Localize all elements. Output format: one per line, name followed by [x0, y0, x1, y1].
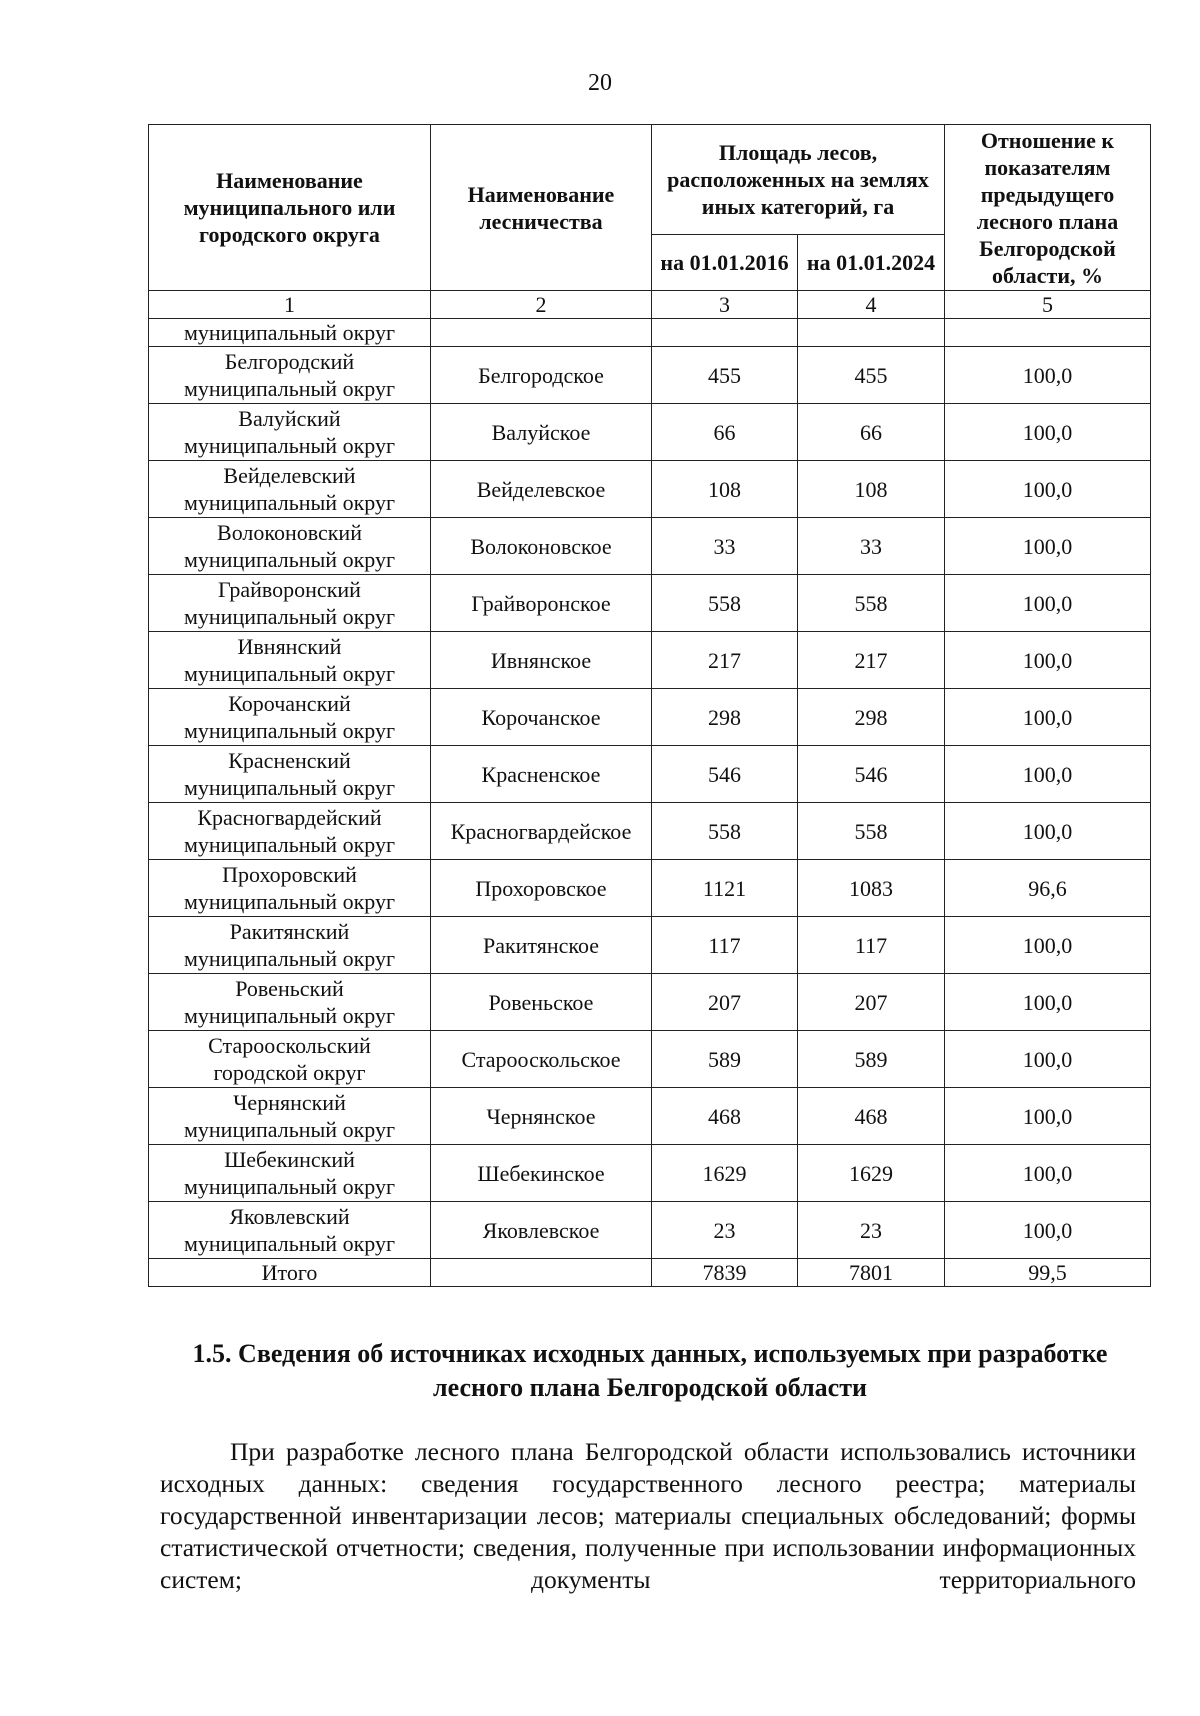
table-row: [149, 974, 1151, 1031]
total-row: [149, 1259, 1151, 1287]
forestry-cell: Ровеньское: [431, 974, 652, 1031]
district-suffix: муниципальный округ: [183, 1117, 395, 1142]
area-2016-cell: 207: [652, 974, 798, 1031]
area-2024-cell: 117: [798, 917, 945, 974]
forestry-cell: Грайворонское: [431, 575, 652, 632]
area-2024-cell: 468: [798, 1088, 945, 1145]
forestry-cell: Корочанское: [431, 689, 652, 746]
column-number: 1: [149, 291, 431, 319]
district-cell: [149, 1088, 431, 1145]
district-cell: [149, 347, 431, 404]
district-cell: [149, 518, 431, 575]
district-name: Валуйский: [238, 406, 341, 431]
district-suffix: муниципальный округ: [183, 832, 395, 857]
table-row: [149, 746, 1151, 803]
area-2016-cell: 468: [652, 1088, 798, 1145]
forestry-cell: Ивнянское: [431, 632, 652, 689]
district-suffix: муниципальный округ: [183, 1174, 395, 1199]
area-2024-cell: 558: [798, 803, 945, 860]
table-row: [149, 803, 1151, 860]
forestry-cell: Белгородское: [431, 347, 652, 404]
total-2016: 7839: [652, 1259, 798, 1287]
ratio-cell: 100,0: [945, 404, 1151, 461]
area-2024-cell: 108: [798, 461, 945, 518]
forestry-cell: Вейделевское: [431, 461, 652, 518]
ratio-cell: 100,0: [945, 746, 1151, 803]
area-2024-cell: 589: [798, 1031, 945, 1088]
ratio-cell: 96,6: [945, 860, 1151, 917]
district-suffix: муниципальный округ: [183, 433, 395, 458]
district-name: Яковлевский: [229, 1204, 350, 1229]
table-row: [149, 1088, 1151, 1145]
area-2016-cell: 33: [652, 518, 798, 575]
district-name: Ракитянский: [229, 919, 350, 944]
area-2016-cell: 589: [652, 1031, 798, 1088]
district-suffix: муниципальный округ: [183, 1003, 395, 1028]
total-ratio: 99,5: [945, 1259, 1151, 1287]
area-2024-cell: 23: [798, 1202, 945, 1259]
forestry-cell: Волоконовское: [431, 518, 652, 575]
ratio-cell: 100,0: [945, 974, 1151, 1031]
ratio-cell: 100,0: [945, 461, 1151, 518]
table-row: [149, 404, 1151, 461]
forestry-cell: Прохоровское: [431, 860, 652, 917]
district-cell: [149, 1145, 431, 1202]
forestry-cell: Красногвардейское: [431, 803, 652, 860]
column-number: 3: [652, 291, 798, 319]
area-2024-cell: 1629: [798, 1145, 945, 1202]
column-number: 2: [431, 291, 652, 319]
area-2024-cell: 66: [798, 404, 945, 461]
area-2024-cell: 33: [798, 518, 945, 575]
district-cell: [149, 974, 431, 1031]
area-2016-cell: 298: [652, 689, 798, 746]
table-row: [149, 1031, 1151, 1088]
header-ratio: Отношение к показателям предыдущего лесного плана Белгородской области, %: [945, 125, 1151, 291]
header-municipality: Наименование муниципального или городского округа: [149, 125, 431, 291]
section-paragraph: При разработке лесного плана Белгородской области использовались источники исходных данных: сведения государственного лесного реестра; материалы государственной инвентаризации лесов; материалы специальных обследований; формы статистической отчетности; сведения, полученные при использовании информационных систем; документы территориального: [160, 1437, 1136, 1594]
district-cell: [149, 461, 431, 518]
header-area-group: Площадь лесов, расположенных на землях иных категорий, га: [652, 125, 945, 235]
forest-area-table: [148, 124, 1151, 1287]
district-name: Ровеньский: [235, 976, 344, 1001]
district-cell: [149, 575, 431, 632]
district-name: Ивнянский: [237, 634, 342, 659]
ratio-cell: 100,0: [945, 632, 1151, 689]
district-suffix: городской округ: [213, 1060, 366, 1085]
district-suffix: муниципальный округ: [183, 775, 395, 800]
total-2024: 7801: [798, 1259, 945, 1287]
ratio-cell: 100,0: [945, 518, 1151, 575]
area-2016-cell: 558: [652, 575, 798, 632]
forestry-cell: Старооскольское: [431, 1031, 652, 1088]
column-number: 5: [945, 291, 1151, 319]
continuation-row: [149, 319, 1151, 347]
column-number: 4: [798, 291, 945, 319]
table-row: [149, 518, 1151, 575]
table-row: [149, 1145, 1151, 1202]
page-number: 20: [588, 70, 612, 96]
district-cell: [149, 632, 431, 689]
district-suffix: муниципальный округ: [183, 1231, 395, 1256]
table-row: [149, 461, 1151, 518]
ratio-cell: 100,0: [945, 347, 1151, 404]
area-2016-cell: 1121: [652, 860, 798, 917]
district-suffix: муниципальный округ: [183, 946, 395, 971]
area-2016-cell: 108: [652, 461, 798, 518]
table-row: [149, 575, 1151, 632]
ratio-cell: 100,0: [945, 917, 1151, 974]
section-title: 1.5. Сведения об источниках исходных данных, используемых при разработке лесного плана Белгородской области: [192, 1339, 1108, 1402]
district-name: Прохоровский: [222, 862, 357, 887]
ratio-cell: 100,0: [945, 689, 1151, 746]
district-name: Красногвардейский: [197, 805, 382, 830]
district-cell: [149, 689, 431, 746]
table-row: [149, 860, 1151, 917]
forestry-cell: Чернянское: [431, 1088, 652, 1145]
table-row: [149, 632, 1151, 689]
district-name: Чернянский: [233, 1090, 346, 1115]
total-label: Итого: [149, 1259, 431, 1287]
header-area-2016: на 01.01.2016: [652, 235, 798, 291]
ratio-cell: 100,0: [945, 1202, 1151, 1259]
table-row: [149, 347, 1151, 404]
area-2024-cell: 207: [798, 974, 945, 1031]
ratio-cell: 100,0: [945, 1031, 1151, 1088]
district-name: Волоконовский: [217, 520, 362, 545]
district-cell: [149, 917, 431, 974]
forestry-cell: Валуйское: [431, 404, 652, 461]
header-forestry: Наименование лесничества: [431, 125, 652, 291]
district-suffix: муниципальный округ: [183, 547, 395, 572]
ratio-cell: 100,0: [945, 1088, 1151, 1145]
district-cell: [149, 1202, 431, 1259]
area-2024-cell: 1083: [798, 860, 945, 917]
continuation-cell: муниципальный округ: [149, 319, 431, 347]
area-2016-cell: 558: [652, 803, 798, 860]
table-row: [149, 1202, 1151, 1259]
area-2016-cell: 455: [652, 347, 798, 404]
area-2016-cell: 117: [652, 917, 798, 974]
district-cell: [149, 404, 431, 461]
district-name: Шебекинский: [224, 1147, 355, 1172]
table-row: [149, 689, 1151, 746]
district-cell: [149, 803, 431, 860]
district-suffix: муниципальный округ: [183, 604, 395, 629]
forestry-cell: Красненское: [431, 746, 652, 803]
district-cell: [149, 860, 431, 917]
district-name: Старооскольский: [208, 1033, 371, 1058]
district-name: Вейделевский: [223, 463, 356, 488]
area-2024-cell: 455: [798, 347, 945, 404]
table-row: [149, 917, 1151, 974]
forestry-cell: Ракитянское: [431, 917, 652, 974]
ratio-cell: 100,0: [945, 803, 1151, 860]
district-name: Белгородский: [224, 349, 355, 374]
ratio-cell: 100,0: [945, 1145, 1151, 1202]
area-2016-cell: 217: [652, 632, 798, 689]
area-2024-cell: 558: [798, 575, 945, 632]
district-name: Красненский: [228, 748, 351, 773]
district-suffix: муниципальный округ: [183, 376, 395, 401]
district-suffix: муниципальный округ: [183, 718, 395, 743]
ratio-cell: 100,0: [945, 575, 1151, 632]
header-area-2024: на 01.01.2024: [798, 235, 945, 291]
area-2016-cell: 546: [652, 746, 798, 803]
district-cell: [149, 746, 431, 803]
area-2016-cell: 23: [652, 1202, 798, 1259]
forestry-cell: Яковлевское: [431, 1202, 652, 1259]
district-suffix: муниципальный округ: [183, 661, 395, 686]
total-forestry: [431, 1259, 652, 1287]
area-2024-cell: 546: [798, 746, 945, 803]
district-suffix: муниципальный округ: [183, 490, 395, 515]
area-2024-cell: 298: [798, 689, 945, 746]
district-name: Корочанский: [228, 691, 351, 716]
district-name: Грайворонский: [218, 577, 361, 602]
district-suffix: муниципальный округ: [183, 889, 395, 914]
forestry-cell: Шебекинское: [431, 1145, 652, 1202]
district-cell: [149, 1031, 431, 1088]
area-2016-cell: 66: [652, 404, 798, 461]
area-2016-cell: 1629: [652, 1145, 798, 1202]
area-2024-cell: 217: [798, 632, 945, 689]
